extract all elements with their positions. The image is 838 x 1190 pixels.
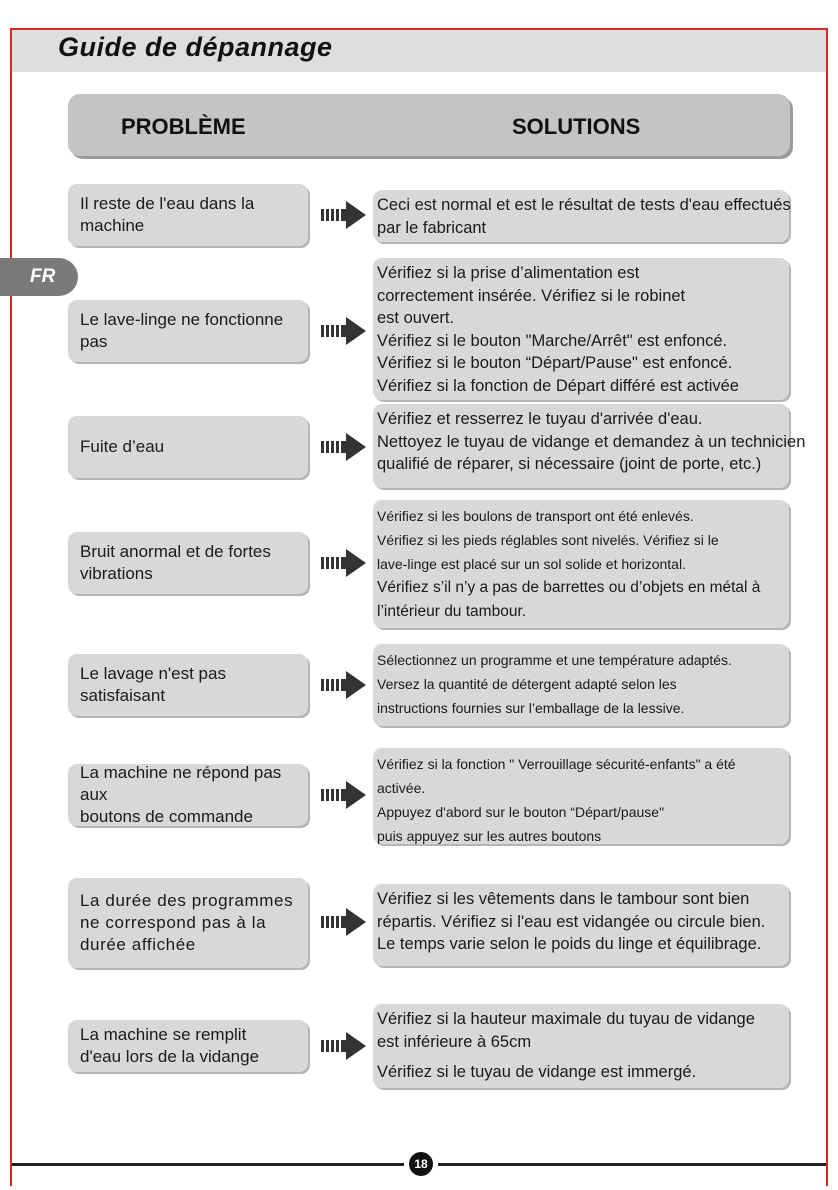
header-solutions: SOLUTIONS	[512, 114, 641, 139]
solution-line: Ceci est normal et est le résultat de tests d'eau effectués	[377, 196, 791, 214]
problem-box	[68, 654, 308, 716]
solution-box	[373, 1004, 789, 1088]
problem-line: Fuite d’eau	[80, 437, 165, 456]
problem-line: La machine se remplit	[80, 1025, 247, 1044]
solution-line: Vérifiez si les vêtements dans le tambour sont bien	[377, 890, 750, 908]
arrow-right-icon	[320, 907, 368, 937]
solution-line: Vérifiez si la hauteur maximale du tuyau de vidange	[377, 1010, 755, 1028]
problem-line: ne correspond pas à la	[80, 913, 267, 932]
footer-rule-right	[438, 1163, 826, 1166]
problem-box	[68, 416, 308, 478]
problem-line: machine	[80, 216, 145, 235]
solution-line: Vérifiez si la prise d’alimentation est	[377, 264, 640, 282]
page-number: 18	[409, 1152, 433, 1176]
solution-box	[373, 500, 789, 628]
solution-line: puis appuyez sur les autres boutons	[377, 828, 602, 844]
solution-line: l’intérieur du tambour.	[377, 603, 527, 620]
solution-box	[373, 748, 789, 844]
solution-line: Le temps varie selon le poids du linge et équilibrage.	[377, 935, 762, 953]
solution-line: correctement insérée. Vérifiez si le robinet	[377, 286, 686, 305]
problem-line: Il reste de l'eau dans la	[80, 194, 255, 213]
solution-box	[373, 884, 789, 966]
solution-line: Vérifiez si le bouton “Départ/Pause" est enfoncé.	[377, 354, 733, 372]
solution-line: Appuyez d'abord sur le bouton “Départ/pause"	[377, 804, 665, 820]
problem-line: La machine ne répond pas aux	[80, 763, 282, 804]
solution-line: Versez la quantité de détergent adapté selon les	[377, 676, 677, 692]
arrow-right-icon	[320, 670, 368, 700]
solution-line: Vérifiez si les boulons de transport ont été enlevés.	[377, 508, 694, 524]
solution-box	[373, 644, 789, 726]
solution-line: activée.	[377, 780, 426, 796]
problem-line: boutons de commande	[80, 807, 253, 826]
problem-line: satisfaisant	[80, 686, 166, 705]
header-problem: PROBLÈME	[121, 114, 246, 139]
problem-box	[68, 764, 308, 826]
solution-line: par le fabricant	[377, 218, 487, 237]
arrow-right-icon	[320, 1031, 368, 1061]
solution-line: Vérifiez si la fonction de Départ différé est activée	[377, 376, 739, 395]
problem-box	[68, 1020, 308, 1072]
problem-line: durée affichée	[80, 935, 196, 954]
problem-line: d'eau lors de la vidange	[80, 1047, 260, 1066]
solution-line: lave-linge est placé sur un sol solide et horizontal.	[377, 556, 686, 572]
problem-line: La durée des programmes	[80, 891, 294, 910]
solution-box	[373, 190, 789, 242]
solution-line: Vérifiez si le bouton "Marche/Arrêt" est enfoncé.	[377, 331, 728, 350]
solution-line: Vérifiez s’il n’y a pas de barrettes ou d’objets en métal à	[377, 579, 761, 596]
arrow-right-icon	[320, 548, 368, 578]
arrow-right-icon	[320, 432, 368, 462]
problem-box	[68, 184, 308, 246]
problem-box	[68, 532, 308, 594]
solution-line: qualifié de réparer, si nécessaire (joint de porte, etc.)	[377, 455, 762, 473]
solution-line: est ouvert.	[377, 309, 455, 327]
problem-line: Le lave-linge ne fonctionne	[80, 310, 284, 329]
solution-line: Sélectionnez un programme et une température adaptés.	[377, 652, 732, 668]
arrow-right-icon	[320, 780, 368, 810]
problem-line: vibrations	[80, 564, 153, 583]
solution-box	[373, 404, 806, 488]
solution-line: Nettoyez le tuyau de vidange et demandez à un technicien	[377, 432, 806, 451]
solution-line: instructions fournies sur l’emballage de la lessive.	[377, 700, 685, 716]
solution-line: Vérifiez et resserrez le tuyau d'arrivée d'eau.	[377, 410, 703, 428]
solution-box	[373, 258, 789, 400]
arrow-right-icon	[320, 316, 368, 346]
problem-line: pas	[80, 332, 108, 351]
problem-line: Bruit anormal et de fortes	[80, 542, 271, 561]
arrow-right-icon	[320, 200, 368, 230]
footer-rule-left	[12, 1163, 404, 1166]
problem-box	[68, 878, 308, 968]
solution-line: Vérifiez si la fonction " Verrouillage sécurité-enfants" a été	[377, 756, 736, 772]
solution-line: Vérifiez si le tuyau de vidange est immergé.	[377, 1063, 697, 1081]
solution-line: répartis. Vérifiez si l'eau est vidangée ou circule bien.	[377, 912, 766, 931]
solution-line: est inférieure à 65cm	[377, 1032, 532, 1051]
table-header	[68, 94, 790, 156]
problem-line: Le lavage n'est pas	[80, 664, 226, 683]
problem-box	[68, 300, 308, 362]
page-title: Guide de dépannage	[58, 32, 333, 62]
language-tab: FR	[0, 258, 78, 296]
solution-line: Vérifiez si les pieds réglables sont nivelés. Vérifiez si le	[377, 532, 719, 548]
